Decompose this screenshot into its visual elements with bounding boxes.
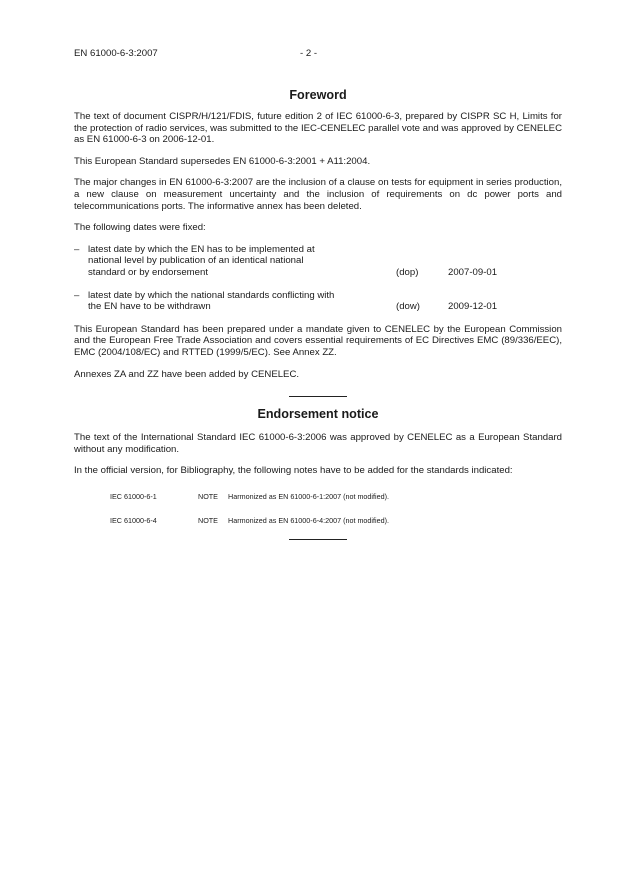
- date-description: latest date by which the EN has to be implemented at national level by publication of an identical national standard or by endorsement: [88, 243, 315, 278]
- note-text: Harmonized as EN 61000-6-4:2007 (not modified).: [228, 515, 390, 525]
- section-divider: [289, 396, 347, 397]
- date-description: latest date by which the national standards conflicting with the EN have to be withdrawn: [88, 289, 335, 313]
- list-bullet: –: [74, 289, 80, 301]
- date-value: 2007-09-01: [448, 266, 498, 278]
- foreword-paragraph: This European Standard has been prepared under a mandate given to CENELEC by the European Commission and the European Free Trade Association and covers essential requirements of EC Directives EMC (89/336/EEC), EMC (2004/108/EC) and RTTED (1999/5/EC). See Annex ZZ.: [74, 323, 562, 358]
- date-item-dow: [74, 290, 562, 313]
- foreword-paragraph: The following dates were fixed:: [74, 222, 206, 234]
- date-code: (dop): [396, 266, 419, 278]
- note-label: NOTE: [198, 515, 218, 525]
- note-label: NOTE: [198, 491, 218, 501]
- note-row: [74, 491, 562, 503]
- foreword-paragraph: The text of document CISPR/H/121/FDIS, future edition 2 of IEC 61000-6-3, prepared by CISPR SC H, Limits for the protection of radio services, was submitted to the IEC-CENELEC parallel vote and was approved by CENELEC as EN 61000-6-3 on 2006-12-01.: [74, 111, 562, 146]
- foreword-title: Foreword: [289, 88, 347, 102]
- bibliography-notes: [74, 491, 562, 527]
- endorsement-paragraph: In the official version, for Bibliography, the following notes have to be added for the standards indicated:: [74, 465, 513, 477]
- note-standard: IEC 61000-6-4: [110, 515, 157, 525]
- endorsement-title: Endorsement notice: [257, 407, 379, 422]
- list-bullet: –: [74, 243, 80, 255]
- date-code: (dow): [396, 301, 420, 313]
- foreword-paragraph: Annexes ZA and ZZ have been added by CENELEC.: [74, 368, 300, 380]
- document-id: EN 61000-6-3:2007: [74, 48, 158, 59]
- date-item-dop: [74, 244, 562, 279]
- note-row: [74, 515, 562, 527]
- note-text: Harmonized as EN 61000-6-1:2007 (not modified).: [228, 491, 390, 501]
- page-number: - 2 -: [300, 48, 318, 59]
- page-content: [74, 88, 562, 540]
- section-divider: [289, 539, 347, 540]
- foreword-paragraph: This European Standard supersedes EN 61000-6-3:2001 + A11:2004.: [74, 155, 371, 167]
- date-value: 2009-12-01: [448, 301, 498, 313]
- endorsement-paragraph: The text of the International Standard IEC 61000-6-3:2006 was approved by CENELEC as a European Standard without any modification.: [74, 432, 562, 455]
- foreword-paragraph: The major changes in EN 61000-6-3:2007 are the inclusion of a clause on tests for equipment in series production, a new clause on measurement uncertainty and the inclusion of requirements on dc power ports and telecommunications ports. The informative annex has been deleted.: [74, 177, 562, 212]
- note-standard: IEC 61000-6-1: [110, 491, 157, 501]
